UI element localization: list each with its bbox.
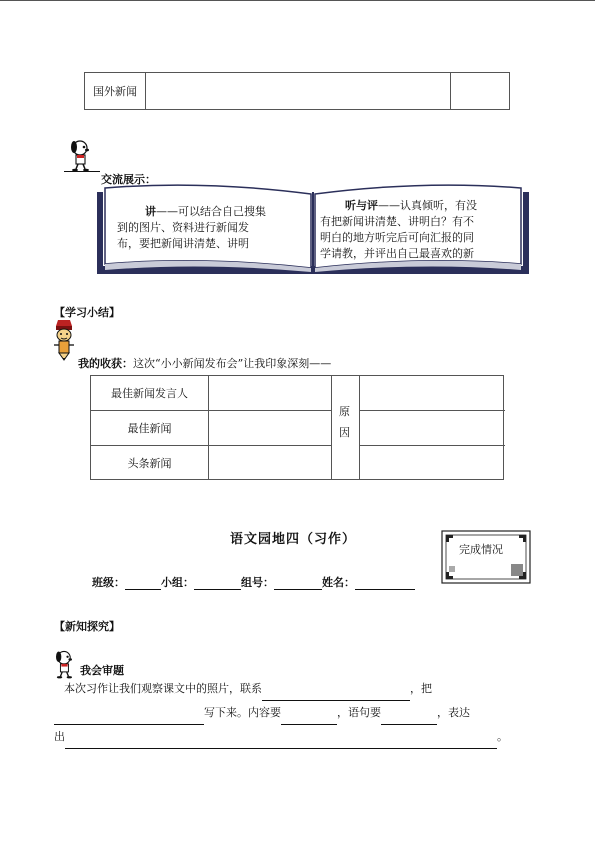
left-page-line-2: 到的图片、资料进行新闻发 [117,221,249,234]
group-label: 小组： [161,576,194,589]
foreign-news-label: 国外新闻 [85,73,146,109]
headline-news-cell[interactable] [209,446,331,480]
gain-label: 我的收获： [78,357,133,370]
group-no-label: 组号： [241,576,274,589]
student-info-line [92,574,415,590]
blank-sentence[interactable] [381,712,437,725]
reason-cell-2[interactable] [360,411,505,445]
exchange-heading: 交流展示： [101,173,156,186]
explore-line-3: 出 。 [54,725,508,749]
foreign-news-table [84,72,510,110]
group-no-field[interactable] [274,577,322,590]
gain-line [78,355,331,371]
foreign-news-content-cell[interactable] [146,73,451,109]
name-field[interactable] [355,577,415,590]
blank-connect[interactable] [262,688,410,701]
explore-subheading: 我会审题 [80,664,124,677]
mascot-underline [64,171,100,172]
left-page-line-3: 布，要把新闻讲清楚、讲明 [117,237,249,250]
row-label-best-news: 最佳新闻 [127,422,172,435]
summary-table [90,375,504,480]
right-page-title: 听与评 [345,199,378,212]
right-page-line-1: 听与评——认真倾听，有没 [345,199,477,212]
reason-cell-1[interactable] [360,376,505,410]
right-page-line-3: 明白的地方听完后可向汇报的同 [320,231,474,244]
explore-line-1: 本次习作让我们观察课文中的照片，联系 ，把 [64,677,432,701]
left-page-title: 讲 [145,205,156,218]
section-title: 语文园地四（习作） [230,532,357,547]
blank-express[interactable] [65,736,497,749]
reason-label-1: 原 [339,405,350,418]
reason-label-2: 因 [339,426,350,439]
gain-text: 这次“小小新闻发布会”让我印象深刻—— [133,357,332,370]
class-field[interactable] [125,577,161,590]
summary-heading: 【学习小结】 [54,306,120,319]
blank-what[interactable] [54,712,204,725]
class-label: 班级： [92,576,125,589]
name-label: 姓名： [322,576,355,589]
explore-heading: 【新知探究】 [54,620,120,633]
right-page-line-4: 学请教，并评出自己最喜欢的新 [320,247,474,260]
row-label-best-speaker: 最佳新闻发言人 [111,387,188,400]
best-speaker-cell[interactable] [209,376,331,410]
blank-content[interactable] [281,712,337,725]
page-top-rule [0,0,595,1]
snoopy-mascot-icon-2 [48,646,80,680]
row-label-headline-news: 头条新闻 [127,457,172,470]
snoopy-mascot-icon [62,136,98,172]
reason-cell-3[interactable] [360,446,505,480]
pencil-mascot-icon [50,318,78,362]
status-label: 完成情况 [459,543,503,556]
right-page-line-2: 有把新闻讲清楚、讲明白？有不 [320,215,474,228]
left-page-line-1: 讲——可以结合自己搜集 [145,205,266,218]
group-field[interactable] [194,577,241,590]
best-news-cell[interactable] [209,411,331,445]
open-book-panel [93,182,533,278]
explore-line-2: 写下来。内容要 ，语句要 ，表达 [54,701,470,725]
completion-status-box[interactable] [441,530,531,584]
